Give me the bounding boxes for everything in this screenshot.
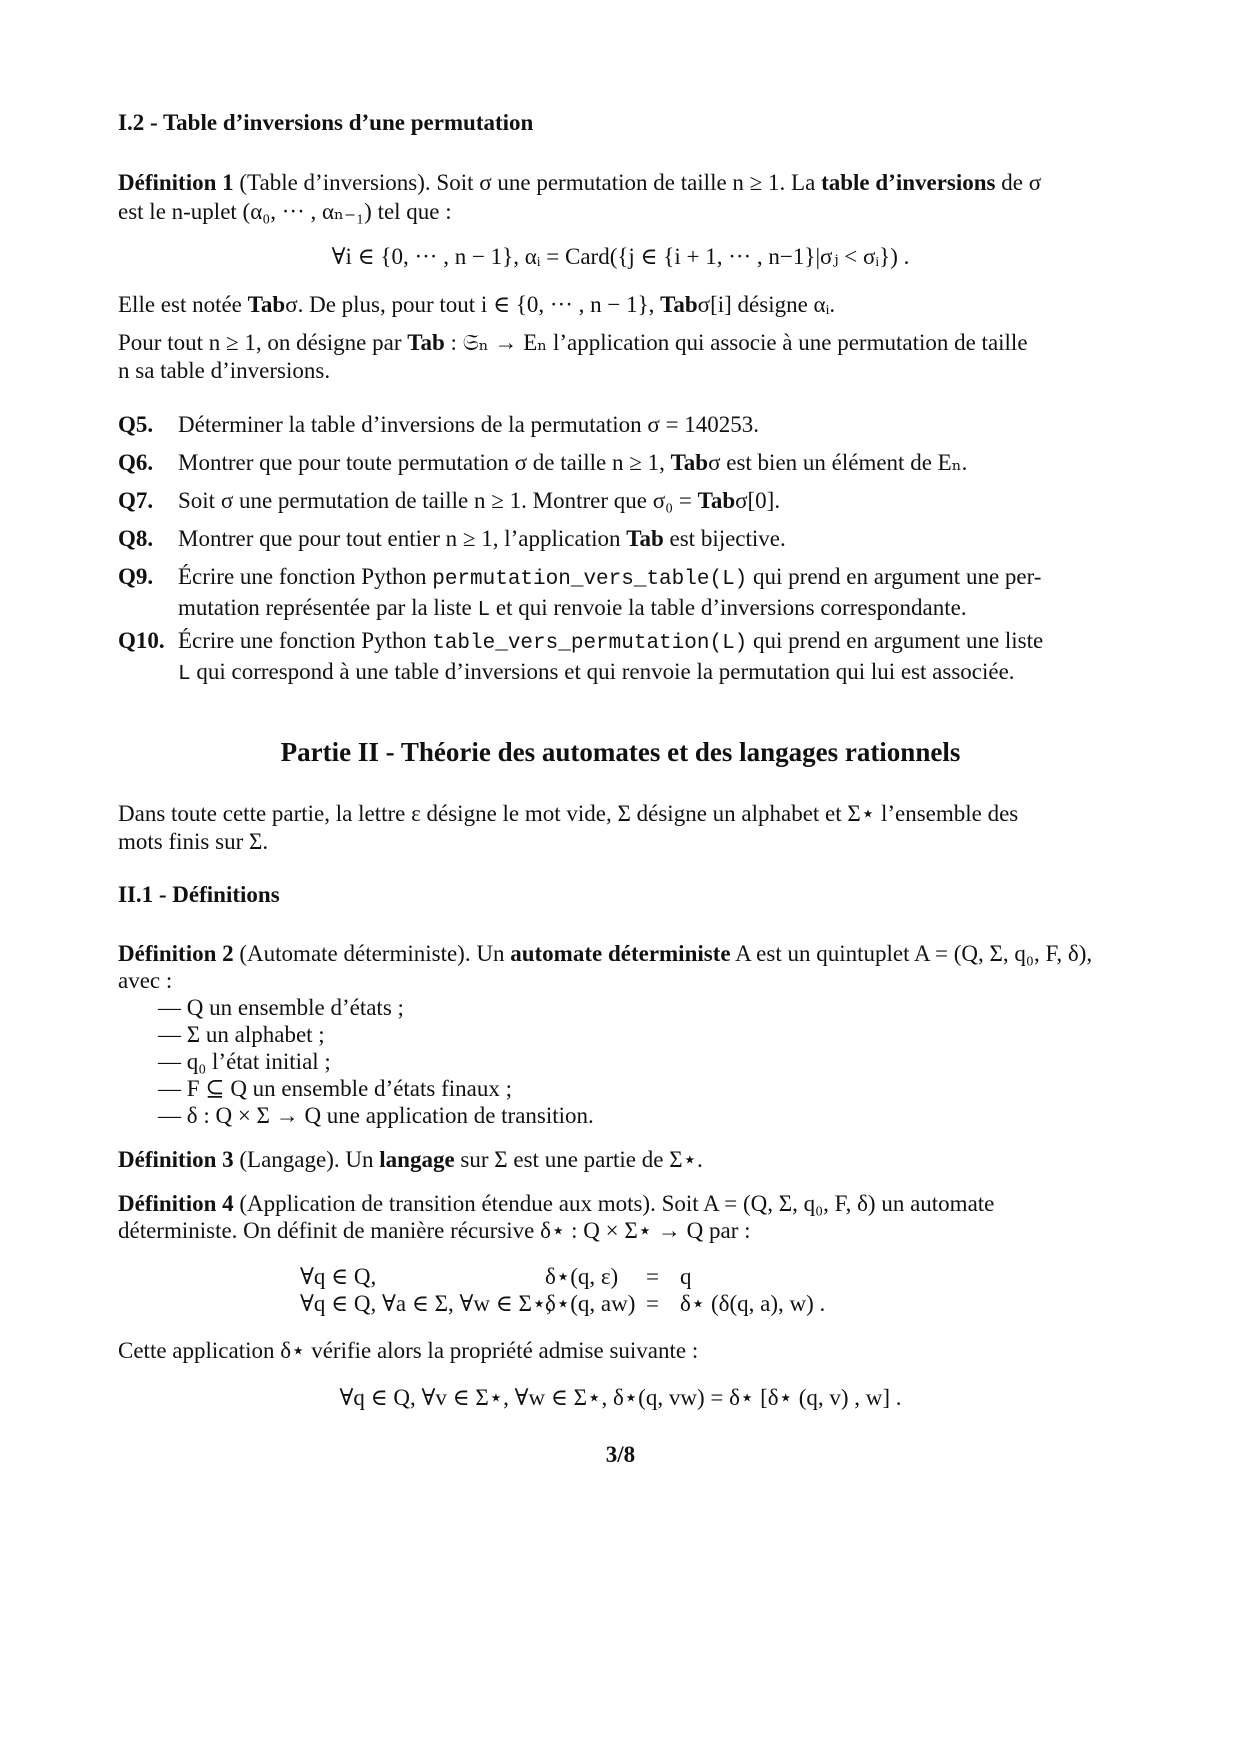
row1-equals: =: [646, 1264, 659, 1289]
row2-lhs: δ⋆(q, aw): [545, 1291, 636, 1316]
definition-1: [118, 168, 1123, 198]
def3-label: Définition 3: [118, 1147, 234, 1172]
def1-line2: est le n-uplet (α₀, ··· , αₙ₋₁) tel que :: [118, 199, 452, 224]
q9-line2-b: et qui renvoie la table d’inversions correspondante.: [495, 595, 967, 621]
q9-code: permutation_vers_table(L): [432, 568, 748, 591]
def2-item-final: — F ⊆ Q un ensemble d’états finaux ;: [158, 1076, 512, 1101]
def1-tab-def-line2: n sa table d’inversions.: [118, 358, 331, 383]
def1-label: Définition 1: [118, 170, 234, 195]
def4-label: Définition 4: [118, 1191, 234, 1216]
definition-4: [118, 1189, 1123, 1219]
def2-line2: avec :: [118, 968, 173, 993]
q10-code: table_vers_permutation(L): [432, 632, 748, 655]
def3-paren: (Langage).: [239, 1147, 340, 1172]
def1-formula: ∀i ∈ {0, ··· , n − 1}, αᵢ = Card({j ∈ {i + 1, ··· , n−1}|σⱼ < σᵢ}) .: [331, 244, 910, 269]
row1-rhs: q: [680, 1264, 692, 1289]
question-q7: [118, 486, 1123, 516]
question-q9: [118, 562, 1123, 625]
row2-equals: =: [646, 1291, 659, 1316]
q8-text-a: Montrer que pour tout entier n ≥ 1, l’application: [178, 526, 621, 551]
q7-text: [178, 486, 1123, 516]
q9-label: Q9.: [118, 564, 154, 589]
def3-text1: Un: [345, 1147, 374, 1172]
def2-item-states: — Q un ensemble d’états ;: [158, 995, 404, 1020]
question-q8: [118, 524, 1123, 554]
def1-term: table d’inversions: [821, 170, 996, 195]
part-2-title: Partie II - Théorie des automates et des langages rationnels: [280, 737, 961, 767]
q10-line2-b: qui correspond à une table d’inversions et qui renvoie la permutation qui lui est associée.: [196, 659, 1015, 685]
def1-note: [118, 290, 1123, 320]
q5-text: Déterminer la table d’inversions de la permutation σ = 140253.: [178, 412, 760, 437]
def2-item-transition: — δ : Q × Σ → Q une application de transition.: [158, 1103, 594, 1128]
q6-text-a: Montrer que pour toute permutation σ de taille n ≥ 1,: [178, 450, 665, 475]
question-q5: [118, 410, 1123, 440]
def2-term: automate déterministe: [510, 941, 731, 966]
q10-label: Q10.: [118, 628, 165, 653]
row2-quantifier: ∀q ∈ Q, ∀a ∈ Σ, ∀w ∈ Σ⋆,: [300, 1291, 553, 1316]
note-part-a: Elle est notée: [118, 292, 242, 317]
section-title-ii1: II.1 - Définitions: [118, 882, 280, 907]
q9-line1: [178, 562, 1123, 593]
def3-text2: sur Σ est une partie de Σ⋆.: [460, 1147, 703, 1172]
q9-text-b: qui prend en argument une per-: [753, 564, 1042, 589]
def2-paren: (Automate déterministe).: [239, 941, 471, 966]
definition-2: [118, 939, 1123, 969]
row1-lhs: δ⋆(q, ε): [545, 1264, 619, 1289]
def4-property-text: Cette application δ⋆ vérifie alors la propriété admise suivante :: [118, 1338, 699, 1363]
q9-line2: [178, 593, 1123, 624]
q10-text: [178, 626, 1123, 689]
part-2-intro-line1: Dans toute cette partie, la lettre ε désigne le mot vide, Σ désigne un alphabet et Σ⋆ l’ensemble des: [118, 801, 1019, 826]
def2-label: Définition 2: [118, 941, 234, 966]
def2-item-initial: — q₀ l’état initial ;: [158, 1049, 331, 1074]
q9-line2-a: mutation représentée par la liste: [178, 595, 472, 621]
q6-tab: Tab: [670, 450, 709, 475]
q7-text-b: σ[0].: [735, 488, 781, 513]
q7-text-a: Soit σ une permutation de taille n ≥ 1. Montrer que σ₀ =: [178, 488, 692, 513]
q10-line2: [178, 657, 1123, 688]
tab-def-tab: Tab: [407, 330, 445, 355]
def4-recursion-row-2: [118, 1289, 1123, 1319]
question-q10: [118, 626, 1123, 689]
note-part-b: σ. De plus, pour tout i ∈ {0, ··· , n − 1},: [285, 292, 655, 317]
def2-item-alphabet: — Σ un alphabet ;: [158, 1022, 325, 1047]
def3-term: langage: [379, 1147, 455, 1172]
part-2-intro-line2: mots finis sur Σ.: [118, 829, 269, 854]
row2-rhs: δ⋆ (δ(q, a), w) .: [680, 1291, 826, 1316]
note-tab-2: Tab: [660, 292, 698, 317]
def4-property-formula: ∀q ∈ Q, ∀v ∈ Σ⋆, ∀w ∈ Σ⋆, δ⋆(q, vw) = δ⋆ [δ⋆ (q, v) , w] .: [339, 1385, 902, 1410]
question-q6: [118, 448, 1123, 478]
note-part-c: σ[i] désigne αᵢ.: [697, 292, 836, 317]
def4-recursion-row-1: [118, 1262, 1123, 1292]
def4-paren: (Application de transition étendue aux mots).: [239, 1191, 656, 1216]
definition-3: [118, 1145, 1123, 1175]
q10-text-b: qui prend en argument une liste: [753, 628, 1044, 653]
q9-code2: L: [477, 599, 491, 623]
q6-text-b: σ est bien un élément de Eₙ.: [708, 450, 968, 475]
q6-text: [178, 448, 1123, 478]
def2-text1: Un: [476, 941, 505, 966]
def1-text2: de σ: [1001, 170, 1042, 195]
tab-def-a: Pour tout n ≥ 1, on désigne par: [118, 330, 402, 355]
q9-text-a: Écrire une fonction Python: [178, 564, 427, 589]
page-number: 3/8: [605, 1442, 636, 1467]
q9-text: [178, 562, 1123, 625]
q8-text-b: est bijective.: [669, 526, 786, 551]
q8-tab: Tab: [626, 526, 664, 551]
def1-paren: (Table d’inversions).: [239, 170, 431, 195]
q7-tab: Tab: [697, 488, 736, 513]
def4-line2: déterministe. On définit de manière récursive δ⋆ : Q × Σ⋆ → Q par :: [118, 1218, 751, 1243]
row1-quantifier: ∀q ∈ Q,: [300, 1264, 377, 1289]
q8-label: Q8.: [118, 526, 154, 551]
def1-text1: Soit σ une permutation de taille n ≥ 1. La: [436, 170, 816, 195]
document-page: [118, 0, 1123, 1754]
note-tab: Tab: [247, 292, 286, 317]
q10-text-a: Écrire une fonction Python: [178, 628, 427, 653]
q10-code2: L: [178, 663, 191, 687]
q8-text: [178, 524, 1123, 554]
q6-label: Q6.: [118, 450, 154, 475]
def1-tab-def: [118, 328, 1123, 358]
q5-label: Q5.: [118, 412, 154, 437]
def4-text1: Soit A = (Q, Σ, q₀, F, δ) un automate: [661, 1191, 995, 1216]
q7-label: Q7.: [118, 488, 154, 513]
def2-text2: A est un quintuplet A = (Q, Σ, q₀, F, δ),: [735, 941, 1093, 966]
tab-def-b: : 𝔖ₙ → Eₙ l’application qui associe à une permutation de taille: [450, 330, 1028, 355]
section-title-i2: I.2 - Table d’inversions d’une permutation: [118, 110, 534, 135]
q10-line1: [178, 626, 1123, 657]
